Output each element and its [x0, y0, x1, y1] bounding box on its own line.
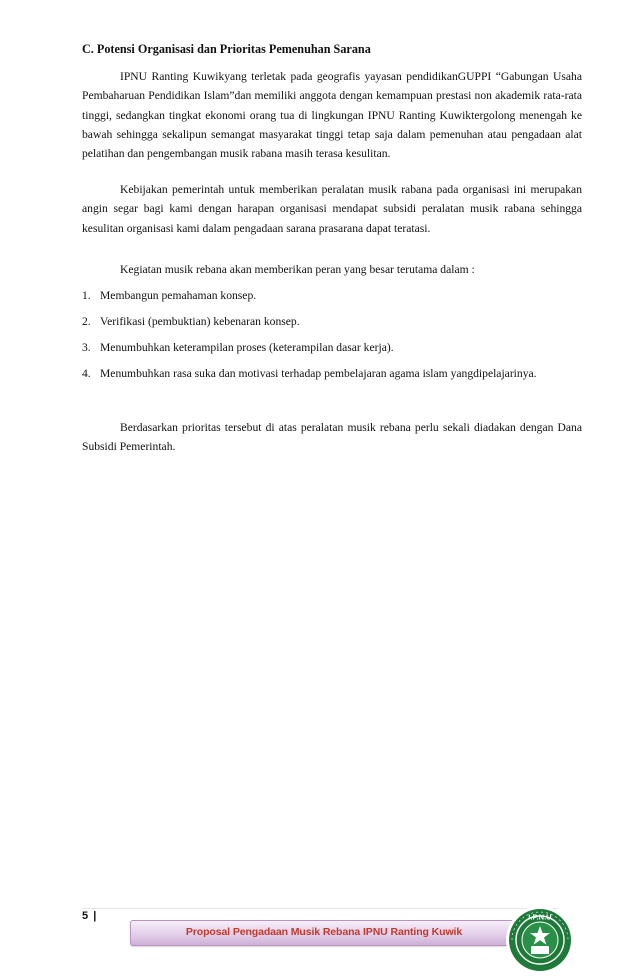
list-item-text: Verifikasi (pembuktian) kebenaran konsep. [100, 315, 300, 328]
list-item-number: 4. [82, 367, 91, 380]
paragraph-potensi-text: IPNU Ranting Kuwikyang terletak pada geografis yayasan pendidikanGUPPI “Gabungan Usaha Pembaharuan Pendidikan Islam”dan memiliki anggota dengan kemampuan prestasi non akademik rata-rata tinggi, sedangkan tingkat ekonomi orang tua di lingkungan IPNU Ranting Kuwiktergolong menengah ke bawah sehingga sekalipun semangat masyarakat tinggi tetap saja dalam pemenuhan atau pengadaan alat pelatihan dan pengembangan musik rabana masih terasa kesulitan. [82, 70, 582, 161]
paragraph-closing [82, 418, 582, 457]
ipnu-logo-icon [504, 904, 576, 976]
list-item-text: Menumbuhkan keterampilan proses (keterampilan dasar kerja). [100, 341, 394, 354]
paragraph-kebijakan-text: Kebijakan pemerintah untuk memberikan peralatan musik rabana pada organisasi ini merupakan angin segar bagi kami dengan harapan organisasi mendapat subsidi peralatan musik rabana sehingga kesulitan organisasi kami dalam pengadaan sarana prasarana dapat teratasi. [82, 183, 582, 235]
footer-divider [82, 908, 558, 909]
svg-text:I.P.N.U: I.P.N.U [528, 912, 552, 922]
list-item-text: Membangun pemahaman konsep. [100, 289, 257, 302]
list-item-number: 1. [82, 289, 91, 302]
paragraph-kegiatan-text: Kegiatan musik rebana akan memberikan peran yang besar terutama dalam : [120, 263, 475, 276]
paragraph-potensi [82, 67, 582, 163]
list-item [82, 314, 602, 330]
paragraph-closing-text: Berdasarkan prioritas tersebut di atas peralatan musik rebana perlu sekali diadakan dengan Dana Subsidi Pemerintah. [82, 421, 582, 454]
footer-banner [130, 920, 518, 946]
list-item-number: 2. [82, 315, 91, 328]
list-item [82, 288, 602, 304]
paragraph-kebijakan [82, 180, 582, 238]
list-item-number: 3. [82, 341, 91, 354]
section-heading: C. Potensi Organisasi dan Prioritas Pemenuhan Sarana [82, 42, 371, 56]
page-number-separator: | [93, 910, 97, 922]
footer-banner-text: Proposal Pengadaan Musik Rebana IPNU Ranting Kuwik [185, 926, 463, 938]
paragraph-kegiatan [82, 260, 582, 279]
page-number-value: 5 [82, 910, 89, 922]
list-item [82, 366, 602, 382]
list-item-text: Menumbuhkan rasa suka dan motivasi terhadap pembelajaran agama islam yangdipelajarinya. [100, 367, 537, 380]
page-number [82, 910, 96, 922]
list-item [82, 340, 602, 356]
